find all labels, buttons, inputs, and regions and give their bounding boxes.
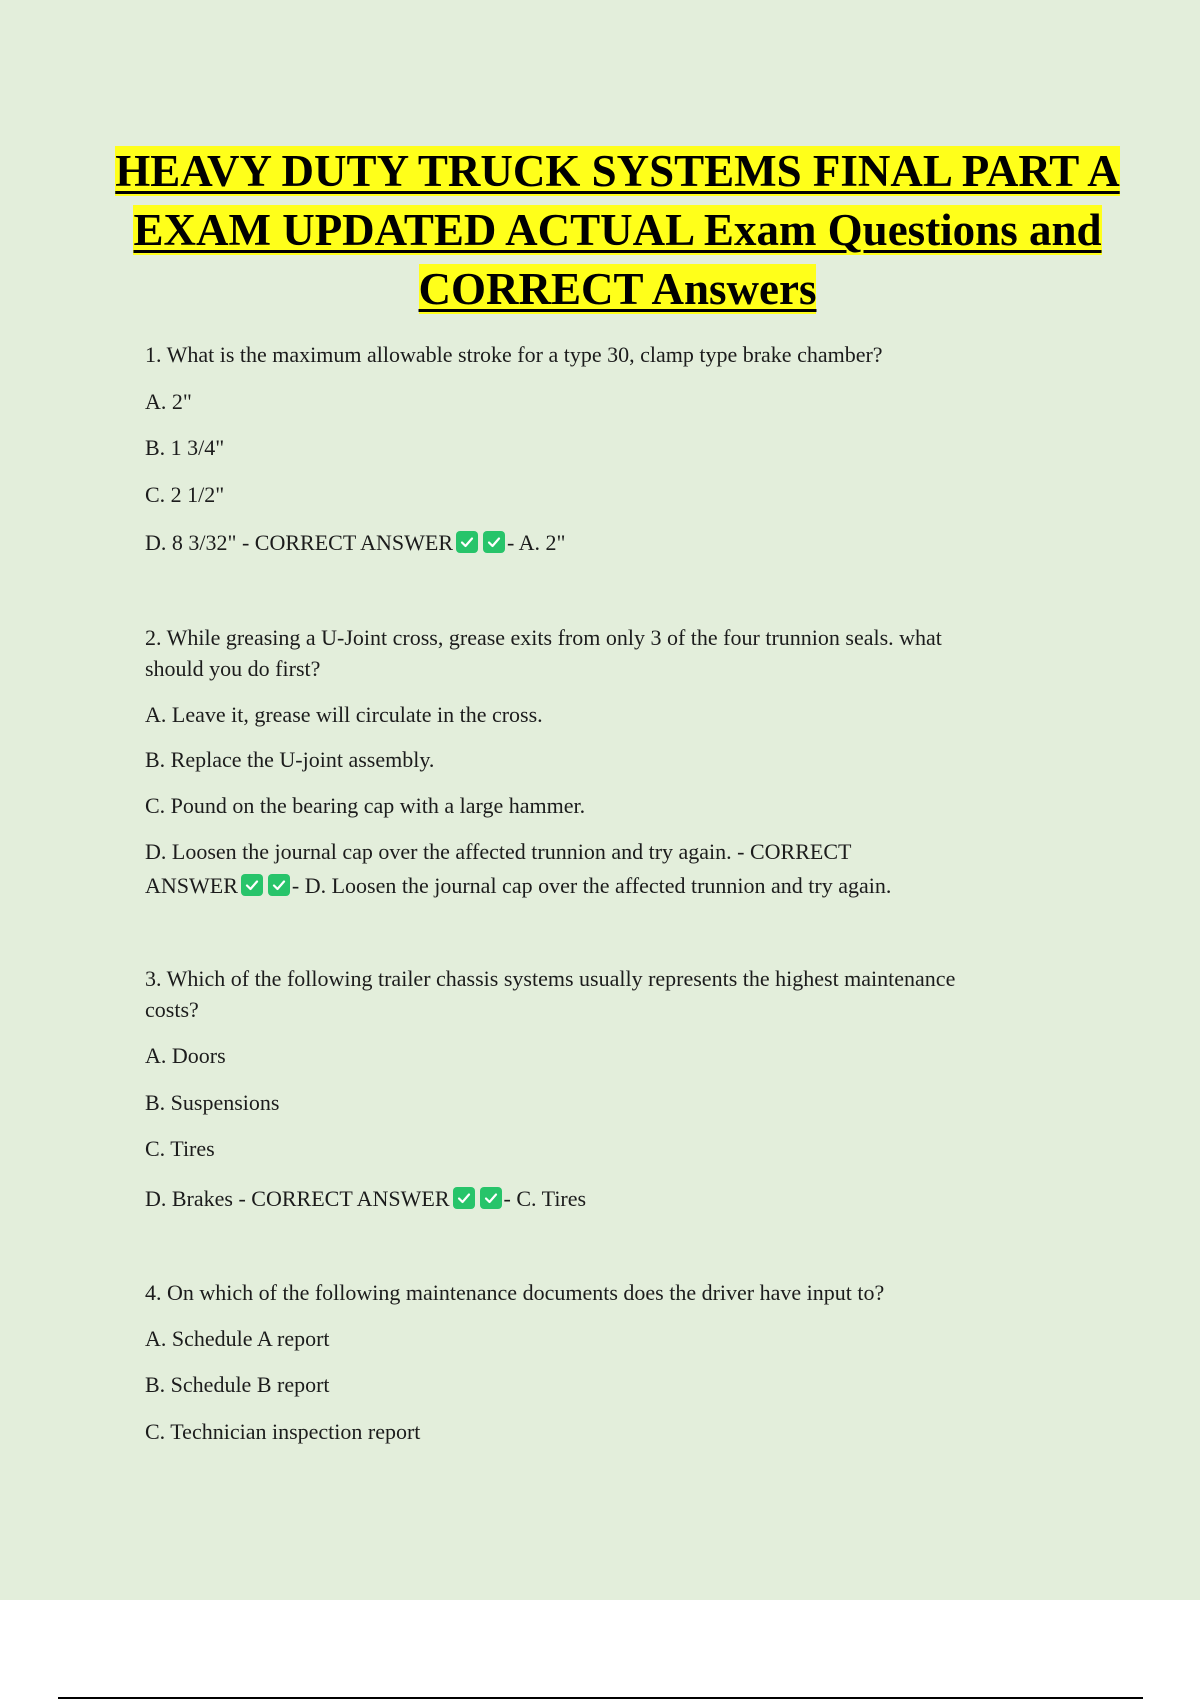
check-box-icon (268, 874, 290, 896)
q4-option-b: B. Schedule B report (145, 1372, 330, 1397)
question-3-line-2: costs? (145, 997, 199, 1022)
q2-option-d-line-1: D. Loosen the journal cap over the affected trunnion and try again. - CORRECT (145, 839, 852, 864)
question-3-line-1: 3. Which of the following trailer chassis systems usually represents the highest maintenance (145, 966, 956, 991)
q3-option-a: A. Doors (145, 1043, 226, 1068)
q2-option-d-continued: ANSWER (145, 873, 238, 898)
q2-answer: - D. Loosen the journal cap over the affected trunnion and try again. (291, 873, 892, 898)
q4-option-a: A. Schedule A report (145, 1326, 330, 1351)
q1-option-d: D. 8 3/32" - CORRECT ANSWER (145, 530, 454, 555)
q1-option-b: B. 1 3/4" (145, 435, 225, 460)
question-4: 4. On which of the following maintenance documents does the driver have input to? (145, 1280, 885, 1305)
footer-divider (58, 1697, 1143, 1699)
check-box-icon (456, 531, 478, 553)
q3-option-b: B. Suspensions (145, 1090, 280, 1115)
q1-option-a: A. 2" (145, 389, 192, 414)
q2-option-d-line-2 (145, 871, 1045, 901)
document-title: HEAVY DUTY TRUCK SYSTEMS FINAL PART A EXAM UPDATED ACTUAL Exam Questions and CORRECT Answers (115, 146, 1120, 314)
question-2-line-2: should you do first? (145, 656, 321, 681)
check-box-icon (241, 874, 263, 896)
q2-option-a: A. Leave it, grease will circulate in the cross. (145, 702, 543, 727)
q1-answer: - A. 2" (507, 530, 566, 555)
q3-answer: - C. Tires (503, 1186, 587, 1211)
q4-option-c: C. Technician inspection report (145, 1419, 421, 1444)
check-box-icon (453, 1187, 475, 1209)
question-2-line-1: 2. While greasing a U-Joint cross, grease exits from only 3 of the four trunnion seals. what (145, 625, 942, 650)
question-1: 1. What is the maximum allowable stroke for a type 30, clamp type brake chamber? (145, 342, 883, 367)
q3-option-d: D. Brakes - CORRECT ANSWER (145, 1186, 450, 1211)
q3-option-d-line (145, 1184, 1045, 1214)
q2-option-b: B. Replace the U-joint assembly. (145, 747, 435, 772)
q3-option-c: C. Tires (145, 1136, 215, 1161)
q1-option-c: C. 2 1/2" (145, 482, 225, 507)
check-box-icon (483, 531, 505, 553)
check-box-icon (480, 1187, 502, 1209)
q2-option-c: C. Pound on the bearing cap with a large hammer. (145, 793, 586, 818)
q1-option-d-line (145, 528, 1045, 558)
